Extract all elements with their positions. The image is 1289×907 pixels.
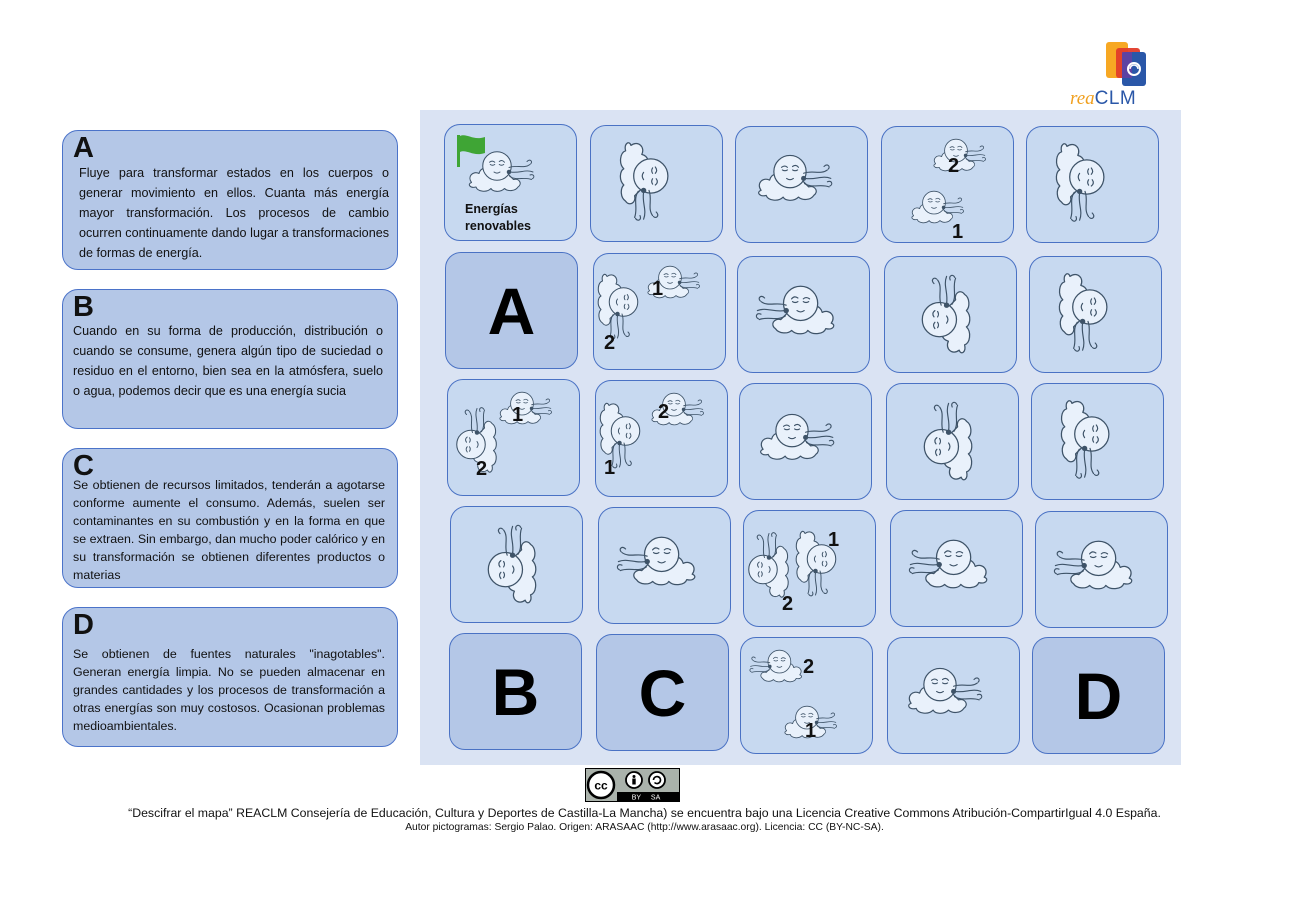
- letter-tile-b[interactable]: [449, 633, 582, 750]
- wind-tile[interactable]: [890, 510, 1023, 627]
- order-number: 2: [476, 458, 488, 480]
- order-number: 2: [948, 155, 960, 177]
- wind-cloud-icon: [1050, 526, 1135, 596]
- wind-cloud-icon: [752, 271, 837, 341]
- wind-cloud-icon: [907, 271, 977, 356]
- wind-tile[interactable]: [1029, 256, 1162, 373]
- wind-cloud-icon: [473, 521, 543, 606]
- creative-commons-badge-icon: [585, 768, 680, 802]
- double-wind-tile[interactable]: [593, 253, 726, 370]
- wind-tile[interactable]: [1026, 126, 1159, 243]
- order-number: 1: [805, 720, 817, 742]
- wind-cloud-icon: [593, 272, 651, 343]
- wind-cloud-icon: [467, 139, 538, 198]
- wind-tile[interactable]: [737, 256, 870, 373]
- order-number: 2: [803, 656, 815, 678]
- tile-letter: A: [487, 273, 536, 348]
- card-letter: A: [73, 132, 94, 164]
- wind-cloud-icon: [498, 382, 554, 429]
- wind-cloud-icon: [758, 400, 838, 466]
- start-tile-label: Energías renovables: [465, 202, 532, 233]
- letter-tile-c[interactable]: [596, 634, 729, 751]
- card-text: Fluye para transformar estados en los cuerpos o generar movimiento en ellos. Cuanta más energía mayor transformación. Los procesos de cambio ocurren continuamente dando lugar a transformaciones de formas de energía.: [79, 166, 389, 260]
- reaclm-logo-text: reaCLM: [1070, 88, 1137, 109]
- tile-letter: C: [638, 655, 687, 730]
- order-number: 1: [512, 404, 524, 426]
- wind-tile[interactable]: [886, 383, 1019, 500]
- svg-text:cc: cc: [594, 778, 608, 793]
- wind-cloud-icon: [743, 529, 795, 600]
- wind-cloud-icon: [1049, 141, 1119, 226]
- wind-tile[interactable]: [1031, 383, 1164, 500]
- wind-cloud-icon: [756, 141, 836, 207]
- definition-card-a: [62, 130, 398, 270]
- card-text: Se obtienen de fuentes naturales "inagotables". Generan energía limpia. No se pueden almacenar en grandes cantidades y los procesos de transformación a otras energías son muy costosos. Ocasionan problemas medioambientales.: [73, 647, 385, 733]
- game-board: [420, 110, 1181, 765]
- wind-cloud-icon: [905, 525, 990, 595]
- tile-letter: B: [491, 654, 540, 729]
- double-wind-tile[interactable]: [447, 379, 580, 496]
- order-number: 1: [828, 529, 840, 551]
- wind-tile[interactable]: [450, 506, 583, 623]
- wind-tile[interactable]: [598, 507, 731, 624]
- order-number: 2: [604, 332, 616, 354]
- wind-tile[interactable]: [884, 256, 1017, 373]
- card-letter: D: [73, 609, 94, 641]
- double-wind-tile[interactable]: [743, 510, 876, 627]
- wind-tile[interactable]: [887, 637, 1020, 754]
- definition-card-d: [62, 607, 398, 747]
- order-number: 2: [782, 593, 794, 615]
- wind-tile[interactable]: [735, 126, 868, 243]
- wind-cloud-icon: [790, 529, 849, 600]
- reaclm-logo: [1070, 38, 1180, 110]
- letter-tile-a[interactable]: [445, 252, 578, 369]
- wind-tile[interactable]: [1035, 511, 1168, 628]
- double-wind-tile[interactable]: [740, 637, 873, 754]
- card-letter: B: [73, 291, 94, 323]
- double-wind-tile[interactable]: [881, 126, 1014, 243]
- letter-tile-d[interactable]: [1032, 637, 1165, 754]
- wind-cloud-icon: [1054, 398, 1124, 483]
- definition-card-c: [62, 448, 398, 588]
- order-number: 1: [604, 457, 616, 479]
- wind-cloud-icon: [909, 398, 979, 483]
- card-text: Se obtienen de recursos limitados, tenderán a agotarse conforme aumente el consumo. Además, suelen ser contaminantes en su combustión y en la forma en que se extraen. Sin embargo, dan mucho poder calórico y en su transformación se obtienen diferentes productos o materias: [73, 478, 385, 582]
- order-number: 2: [658, 401, 670, 423]
- license-badge-text: BY SA: [631, 794, 661, 802]
- start-tile[interactable]: [444, 124, 577, 241]
- wind-cloud-icon: [1052, 271, 1122, 356]
- reaclm-logo-mark: [1070, 38, 1180, 88]
- tile-letter: D: [1074, 658, 1123, 733]
- wind-tile[interactable]: [739, 383, 872, 500]
- pictogram-credit-text: Autor pictogramas: Sergio Palao. Origen: ARASAAC (http://www.arasaac.org). Licencia: CC (BY-NC-SA).: [405, 822, 884, 833]
- card-text: Cuando en su forma de producción, distribución o cuando se consume, genera algún tipo de suciedad o residuo en el entorno, bien sea en la atmósfera, suelo o agua, podemos decir que es una energía sucia: [73, 324, 383, 398]
- wind-cloud-icon: [747, 640, 803, 687]
- order-number: 1: [952, 221, 964, 243]
- wind-cloud-icon: [447, 404, 503, 475]
- license-text: “Descifrar el mapa” REACLM Consejería de Educación, Cultura y Deportes de Castilla-La Mancha) se encuentra bajo una Licencia Creative Commons Atribución-CompartirIgual 4.0 España.: [128, 806, 1161, 820]
- wind-cloud-icon: [613, 522, 698, 592]
- definition-card-b: [62, 289, 398, 429]
- order-number: 1: [652, 278, 664, 300]
- wind-cloud-icon: [932, 129, 988, 176]
- wind-cloud-icon: [613, 140, 683, 225]
- wind-cloud-icon: [906, 654, 986, 720]
- double-wind-tile[interactable]: [595, 380, 728, 497]
- wind-tile[interactable]: [590, 125, 723, 242]
- card-letter: C: [73, 450, 94, 482]
